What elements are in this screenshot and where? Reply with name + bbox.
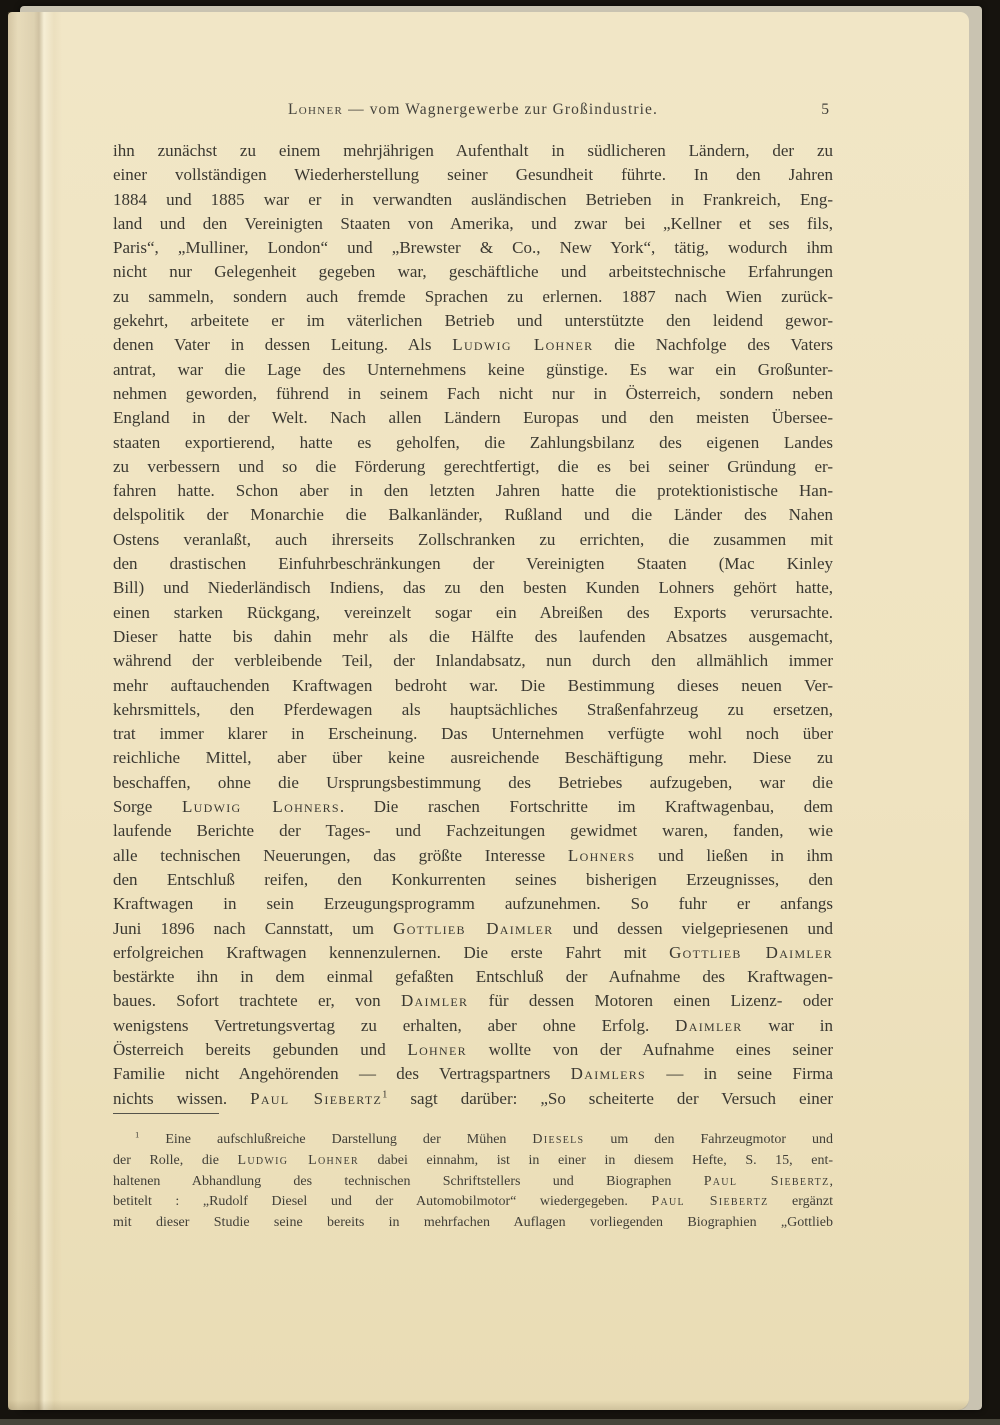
text-segment: Österreich bereits gebunden und (113, 1039, 408, 1059)
text-line (113, 309, 833, 333)
page-header (113, 101, 833, 123)
text-line (113, 479, 833, 503)
text-segment: reichliche Mittel, aber über keine ausreichende Beschäftigung mehr. Diese zu (113, 748, 833, 768)
text-segment: Juni 1896 nach Cannstatt, um (113, 918, 394, 938)
text-line (113, 625, 833, 649)
text-segment: Paul Siebertz (703, 1173, 830, 1189)
text-segment: Ludwig Lohner (452, 335, 594, 355)
text-line (113, 819, 833, 843)
text-segment: den drastischen Einfuhrbeschränkungen der Vereinigten Staaten (Mac Kinley (113, 554, 833, 574)
text-segment: antrat, war die Lage des Unternehmens keine günstige. Es war ein Großunter- (113, 359, 833, 379)
text-segment: Sorge (113, 797, 182, 817)
text-segment: Lohners (567, 845, 636, 865)
text-line (113, 576, 833, 600)
text-line (113, 406, 833, 430)
text-segment: Ludwig Lohners (181, 797, 340, 817)
text-segment: alle technischen Neuerungen, das größte Interesse (113, 845, 568, 865)
text-segment: laufende Berichte der Tages- und Fachzeitungen gewidmet waren, fanden, wie (113, 821, 833, 841)
text-segment: ihn zunächst zu einem mehrjährigen Aufenthalt in südlicheren Ländern, der zu (113, 141, 833, 160)
text-segment: einen starken Rückgang, vereinzelt sogar ein Abreißen des Exports verursachte. (113, 602, 833, 622)
text-segment: trat immer klarer in Erscheinung. Das Unternehmen verfügte wohl noch über (113, 724, 833, 744)
text-line (113, 771, 833, 795)
text-segment: Gottlieb Daimler (393, 918, 554, 938)
text-segment: delspolitik der Monarchie die Balkanländer, Rußland und die Länder des Nahen (113, 505, 833, 525)
text-segment: Paul Siebertz (651, 1194, 769, 1210)
text-segment: ergänzt (768, 1194, 833, 1210)
text-line (113, 431, 833, 455)
text-line (113, 674, 833, 698)
text-segment: Paul Siebertz (250, 1088, 383, 1108)
text-line (113, 1192, 833, 1213)
table-edge (0, 1419, 1000, 1425)
text-line (113, 649, 833, 673)
text-segment: England in der Welt. Nach allen Ländern Europas und den meisten Übersee- (113, 408, 833, 428)
text-line (113, 844, 833, 868)
text-segment: haltenen Abhandlung des technischen Schriftstellers und Biographen (113, 1173, 704, 1189)
text-line (113, 163, 833, 187)
text-segment: nicht nur Gelegenheit gegeben war, geschäftliche und arbeitstechnische Erfahrungen (113, 262, 833, 282)
text-line (113, 1130, 833, 1151)
text-segment: baues. Sofort trachtete er, von (113, 991, 401, 1011)
text-line (113, 1151, 833, 1172)
text-segment: mit dieser Studie seine bereits in mehrfachen Auflagen vorliegenden Biographien „Gottlieb (113, 1215, 833, 1231)
text-line (113, 722, 833, 746)
text-segment: nichts wissen. (113, 1088, 251, 1108)
text-segment: betitelt : „Rudolf Diesel und der Automobilmotor“ wiedergegeben. (113, 1194, 652, 1210)
text-segment: Paris“, „Mulliner, London“ und „Brewster & Co., New York“, tätig, wodurch ihm (113, 238, 833, 258)
text-segment: Dieser hatte bis dahin mehr als die Hälfte des laufenden Absatzes ausgemacht, (113, 626, 833, 646)
text-segment: Lohner (407, 1039, 467, 1059)
footnote (113, 1130, 833, 1234)
text-line (113, 382, 833, 406)
text-line (113, 941, 833, 965)
text-line (113, 1087, 833, 1111)
text-segment: . Die raschen Fortschritte im Kraftwagenbau, dem (339, 797, 833, 817)
text-segment: Ludwig Lohner (237, 1152, 359, 1168)
text-segment: und dessen vielgepriesenen und (553, 918, 834, 938)
text-segment: gekehrt, arbeitete er im väterlichen Betrieb und unterstützte den leidend gewor- (113, 311, 833, 331)
text-segment: Daimler (400, 991, 469, 1011)
page-number: 5 (821, 101, 829, 118)
text-segment: kehrsmittels, den Pferdewagen als hauptsächliches Straßenfahrzeug zu ersetzen, (113, 699, 833, 719)
text-segment: land und den Vereinigten Staaten von Amerika, und zwar bei „Kellner et ses fils, (113, 213, 833, 233)
body-text (113, 139, 833, 1111)
text-segment: Daimlers (570, 1064, 647, 1084)
text-line (113, 746, 833, 770)
text-line (113, 1014, 833, 1038)
text-segment: der Rolle, die (113, 1152, 238, 1168)
text-segment: Ostens veranlaßt, auch ihrerseits Zollschranken zu errichten, die zusammen mit (113, 529, 833, 549)
text-segment: um den Fahrzeugmotor und (584, 1132, 833, 1147)
text-segment: denen Vater in dessen Leitung. Als (113, 335, 453, 355)
text-line (113, 1213, 833, 1234)
text-segment: war in (742, 1015, 833, 1035)
text-segment: Eine aufschlußreiche Darstellung der Mühen (139, 1132, 533, 1147)
text-segment: den Entschluß reifen, den Konkurrenten seines bisherigen Erzeugnisses, den (113, 869, 833, 889)
text-segment: die Nachfolge des Vaters (593, 335, 833, 355)
text-segment: nehmen geworden, führend in seinem Fach nicht nur in Österreich, sondern neben (113, 383, 833, 403)
text-segment: staaten exportierend, hatte es geholfen, die Zahlungsbilanz des eigenen Landes (113, 432, 833, 452)
running-title-name: Lohner (288, 101, 344, 118)
text-segment: Diesels (532, 1132, 585, 1147)
text-line (113, 1038, 833, 1062)
text-line (113, 260, 833, 284)
text-segment: dabei einnahm, ist in einer in diesem Hefte, S. 15, ent- (358, 1152, 833, 1168)
text-segment: 1884 und 1885 war er in verwandten ausländischen Betrieben in Frankreich, Eng- (113, 189, 833, 209)
text-segment: einer vollständigen Wiederherstellung seiner Gesundheit führte. In den Jahren (113, 165, 833, 185)
text-line (113, 917, 833, 941)
text-segment: erfolgreichen Kraftwagen kennenzulernen. Die erste Fahrt mit (113, 942, 670, 962)
text-line (113, 965, 833, 989)
text-segment: fahren hatte. Schon aber in den letzten Jahren hatte die protektionistische Han- (113, 481, 833, 501)
text-segment: Familie nicht Angehörenden — des Vertragspartners (113, 1064, 571, 1084)
text-segment: , (829, 1173, 833, 1189)
text-line (113, 601, 833, 625)
text-line (113, 333, 833, 357)
text-line (113, 139, 833, 163)
text-segment: wollte von der Aufnahme eines seiner (466, 1039, 833, 1059)
running-title (113, 101, 833, 119)
text-segment: beschaffen, ohne die Ursprungsbestimmung des Betriebes aufzugeben, war die (113, 772, 833, 792)
text-segment: und ließen in ihm (635, 845, 833, 865)
text-line (113, 868, 833, 892)
text-line (113, 1172, 833, 1193)
text-segment: Gottlieb Daimler (669, 942, 833, 962)
text-segment: bestärkte ihn in dem einmal gefaßten Entschluß der Aufnahme des Kraftwagen- (113, 967, 833, 987)
running-title-rest: — vom Wagnergewerbe zur Großindustrie. (343, 101, 658, 118)
text-segment: Bill) und Niederländisch Indiens, das zu den besten Kunden Lohners gehört hatte, (113, 578, 833, 598)
text-segment: mehr auftauchenden Kraftwagen bedroht war. Die Bestimmung dieses neuen Ver- (113, 675, 833, 695)
text-line (113, 892, 833, 916)
text-line (113, 698, 833, 722)
text-line (113, 358, 833, 382)
text-segment: — in seine Firma (646, 1064, 833, 1084)
text-segment: 1 (135, 1129, 140, 1140)
text-segment: wenigstens Vertretungsvertag zu erhalten, aber ohne Erfolg. (113, 1015, 676, 1035)
text-segment: Daimler (675, 1015, 743, 1035)
text-segment: für dessen Motoren einen Lizenz- oder (468, 991, 833, 1011)
text-line (113, 795, 833, 819)
text-line (113, 503, 833, 527)
text-line (113, 455, 833, 479)
text-line (113, 552, 833, 576)
text-segment: zu verbessern und so die Förderung gerechtfertigt, die es bei seiner Gründung er- (113, 456, 833, 476)
text-segment: Kraftwagen in sein Erzeugungsprogramm aufzunehmen. So fuhr er anfangs (113, 894, 833, 914)
text-line (113, 528, 833, 552)
text-segment: 1 (382, 1088, 388, 1100)
text-segment: zu sammeln, sondern auch fremde Sprachen zu erlernen. 1887 nach Wien zurück- (113, 286, 833, 306)
footnote-separator (113, 1113, 219, 1114)
text-segment: sagt darüber: „So scheiterte der Versuch einer (387, 1088, 833, 1108)
text-line (113, 989, 833, 1013)
text-line (113, 236, 833, 260)
text-line (113, 1062, 833, 1086)
text-line (113, 188, 833, 212)
text-segment: während der verbleibende Teil, der Inlandabsatz, nun durch den allmählich immer (113, 651, 833, 671)
text-line (113, 285, 833, 309)
text-line (113, 212, 833, 236)
